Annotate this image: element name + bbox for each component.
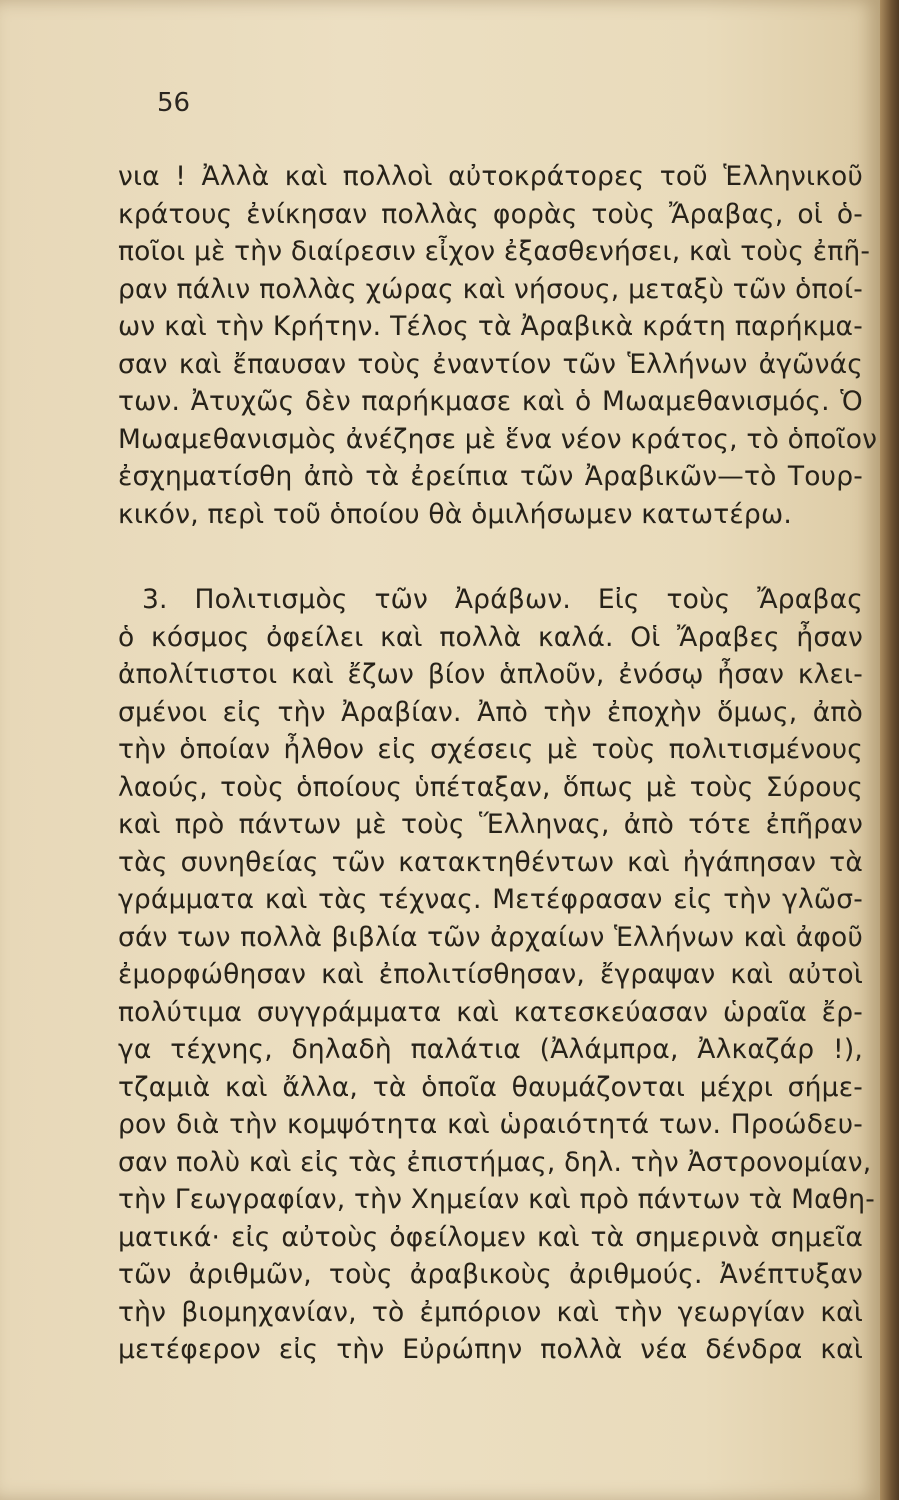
text-line: τῶν ἀριθμῶν, τοὺς ἀραβικοὺς ἀριθμούς. Ἀνέπτυξαν bbox=[118, 1259, 863, 1290]
text-line: σμένοι εἰς τὴν Ἀραβίαν. Ἀπὸ τὴν ἐποχὴν ὅμως, ἀπὸ bbox=[118, 696, 863, 728]
text-line: τὰς συνηθείας τῶν κατακτηθέντων καὶ ἠγάπησαν τὰ bbox=[118, 846, 863, 878]
text-line: τὴν βιομηχανίαν, τὸ ἐμπόριον καὶ τὴν γεωργίαν καὶ bbox=[118, 1296, 863, 1328]
text-line: τὴν ὁποίαν ἦλθον εἰς σχέσεις μὲ τοὺς πολιτισμένους bbox=[118, 734, 863, 765]
text-line: τὴν Γεωγραφίαν, τὴν Χημείαν καὶ πρὸ πάντων τὰ Μαθη- bbox=[118, 1184, 876, 1215]
page-number: 56 bbox=[157, 88, 191, 118]
text-line: γράμματα καὶ τὰς τέχνας. Μετέφρασαν εἰς τὴν γλῶσ- bbox=[118, 884, 863, 915]
text-line: τζαμιὰ καὶ ἄλλα, τὰ ὁποῖα θαυμάζονται μέχρι σήμε- bbox=[118, 1071, 863, 1103]
text-line: κικόν, περὶ τοῦ ὁποίου θὰ ὁμιλήσωμεν κατωτέρω. bbox=[118, 498, 792, 530]
text-line: ἐσχηματίσθη ἀπὸ τὰ ἐρείπια τῶν Ἀραβικῶν—τὸ Τουρ- bbox=[118, 461, 863, 492]
text-line: ποῖοι μὲ τὴν διαίρεσιν εἶχον ἐξασθενήσει, καὶ τοὺς ἐπῆ- bbox=[118, 236, 871, 267]
text-line: μετέφερον εἰς τὴν Εὐρώπην πολλὰ νέα δένδρα καὶ bbox=[118, 1334, 863, 1365]
section-heading-line: 3. Πολιτισμὸς τῶν Ἀράβων. Εἰς τοὺς Ἄραβας bbox=[142, 584, 863, 615]
text-line: ραν πάλιν πολλὰς χώρας καὶ νήσους, μεταξὺ τῶν ὁποί- bbox=[118, 273, 863, 305]
text-line: πολύτιμα συγγράμματα καὶ κατεσκεύασαν ὡραῖα ἔρ- bbox=[118, 996, 863, 1028]
text-line: ὁ κόσμος ὀφείλει καὶ πολλὰ καλά. Οἱ Ἄραβες ἦσαν bbox=[118, 621, 863, 653]
text-line: ματικά· εἰς αὐτοὺς ὀφείλομεν καὶ τὰ σημερινὰ σημεῖα bbox=[118, 1221, 863, 1253]
text-line: σαν καὶ ἔπαυσαν τοὺς ἐναντίον τῶν Ἑλλήνων ἀγῶνάς bbox=[118, 348, 863, 380]
text-line: κράτους ἐνίκησαν πολλὰς φορὰς τοὺς Ἄραβας, οἱ ὁ- bbox=[118, 198, 863, 230]
body-text bbox=[118, 158, 878, 1369]
text-line: γα τέχνης, δηλαδὴ παλάτια (Ἀλάμπρα, Ἀλκαζάρ !), bbox=[118, 1034, 863, 1065]
paragraph-2 bbox=[118, 581, 876, 1369]
text-line: ων καὶ τὴν Κρήτην. Τέλος τὰ Ἀραβικὰ κράτη παρήκμα- bbox=[118, 311, 863, 342]
paragraph-gap bbox=[118, 533, 863, 581]
text-line: σάν των πολλὰ βιβλία τῶν ἀρχαίων Ἑλλήνων καὶ ἀφοῦ bbox=[118, 921, 863, 953]
text-line: νια ! Ἀλλὰ καὶ πολλοὶ αὐτοκράτορες τοῦ Ἑλληνικοῦ bbox=[118, 161, 863, 192]
text-line: σαν πολὺ καὶ εἰς τὰς ἐπιστήμας, δηλ. τὴν Ἀστρονομίαν, bbox=[118, 1146, 872, 1178]
text-line: ἐμορφώθησαν καὶ ἐπολιτίσθησαν, ἔγραψαν καὶ αὐτοὶ bbox=[118, 959, 863, 990]
text-line: ρον διὰ τὴν κομψότητα καὶ ὡραιότητά των. Προώδευ- bbox=[118, 1109, 863, 1140]
text-line: των. Ἀτυχῶς δὲν παρήκμασε καὶ ὁ Μωαμεθανισμός. Ὁ bbox=[118, 386, 863, 417]
text-line: Μωαμεθανισμὸς ἀνέζησε μὲ ἕνα νέον κράτος, τὸ ὁποῖον bbox=[118, 423, 878, 455]
text-line: ἀπολίτιστοι καὶ ἔζων βίον ἁπλοῦν, ἐνόσῳ ἦσαν κλει- bbox=[118, 659, 863, 690]
paragraph-1 bbox=[118, 158, 878, 533]
book-edge bbox=[880, 0, 899, 1500]
text-line: λαούς, τοὺς ὁποίους ὑπέταξαν, ὅπως μὲ τοὺς Σύρους bbox=[118, 771, 863, 803]
text-line: καὶ πρὸ πάντων μὲ τοὺς Ἕλληνας, ἀπὸ τότε ἐπῆραν bbox=[118, 809, 863, 840]
